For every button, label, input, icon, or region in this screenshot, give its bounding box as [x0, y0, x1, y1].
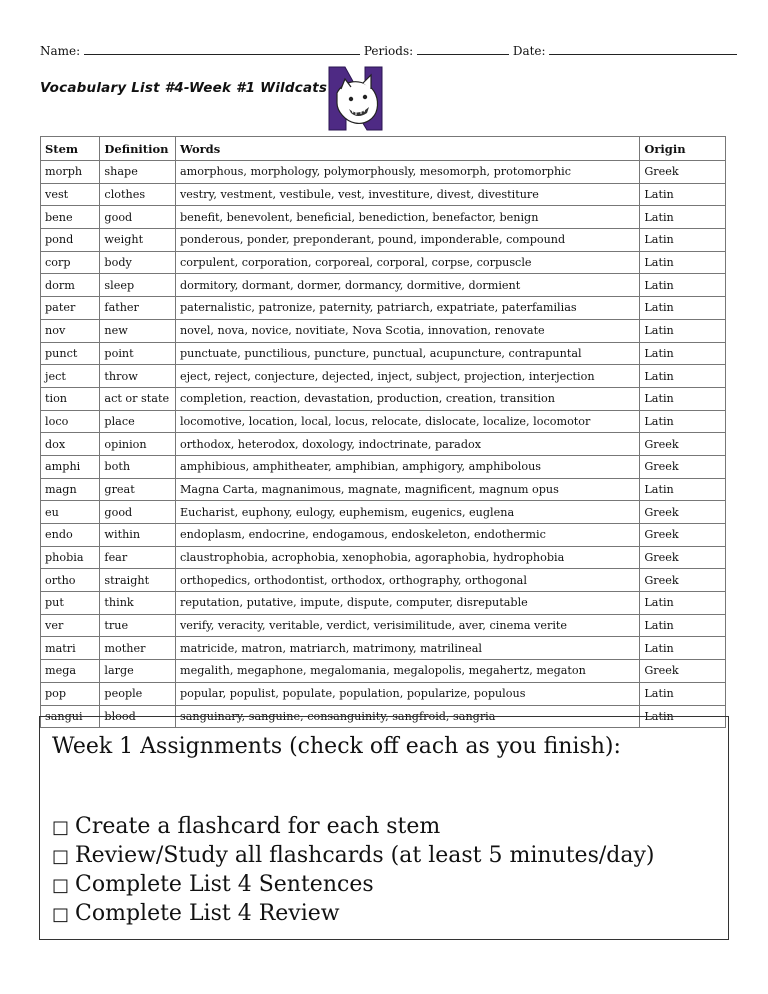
cell-origin: Greek — [640, 161, 726, 184]
cell-words: amorphous, morphology, polymorphously, mesomorph, protomorphic — [175, 161, 639, 184]
vocabulary-table — [40, 136, 726, 728]
cell-stem: amphi — [41, 455, 100, 478]
cell-words: corpulent, corporation, corporeal, corporal, corpse, corpuscle — [175, 251, 639, 274]
cell-stem: pater — [41, 297, 100, 320]
checkbox-icon[interactable]: □ — [52, 875, 70, 896]
cell-definition: act or state — [100, 387, 176, 410]
cell-definition: body — [100, 251, 176, 274]
table-row — [41, 410, 726, 433]
assignment-item — [52, 842, 716, 871]
cell-origin: Latin — [640, 614, 726, 637]
cell-definition: think — [100, 592, 176, 615]
header-stem: Stem — [41, 137, 100, 161]
cell-words: vestry, vestment, vestibule, vest, investiture, divest, divestiture — [175, 183, 639, 206]
cell-stem: tion — [41, 387, 100, 410]
cell-origin: Greek — [640, 524, 726, 547]
cell-definition: fear — [100, 546, 176, 569]
assignment-item — [52, 900, 716, 929]
cell-origin: Latin — [640, 297, 726, 320]
cell-words: punctuate, punctilious, puncture, punctual, acupuncture, contrapuntal — [175, 342, 639, 365]
table-row — [41, 682, 726, 705]
cell-definition: mother — [100, 637, 176, 660]
header-words: Words — [175, 137, 639, 161]
cell-definition: weight — [100, 229, 176, 252]
checkbox-icon[interactable]: □ — [52, 846, 70, 867]
cell-origin: Greek — [640, 660, 726, 683]
table-row — [41, 274, 726, 297]
cell-stem: matri — [41, 637, 100, 660]
cell-stem: ortho — [41, 569, 100, 592]
assignment-item — [52, 813, 716, 842]
table-row — [41, 433, 726, 456]
cell-stem: morph — [41, 161, 100, 184]
table-row — [41, 229, 726, 252]
cell-definition: new — [100, 319, 176, 342]
table-row — [41, 592, 726, 615]
cell-origin: Greek — [640, 569, 726, 592]
table-row — [41, 637, 726, 660]
wildcat-logo-icon — [327, 63, 384, 134]
cell-words: paternalistic, patronize, paternity, patriarch, expatriate, paterfamilias — [175, 297, 639, 320]
cell-definition: place — [100, 410, 176, 433]
cell-stem: sangui — [41, 705, 100, 728]
table-row — [41, 569, 726, 592]
cell-stem: corp — [41, 251, 100, 274]
name-field[interactable] — [84, 44, 360, 55]
cell-origin: Greek — [640, 546, 726, 569]
table-row — [41, 342, 726, 365]
header-definition: Definition — [100, 137, 176, 161]
assignments-box — [39, 716, 729, 940]
table-row — [41, 251, 726, 274]
cell-definition: blood — [100, 705, 176, 728]
table-row — [41, 546, 726, 569]
table-row — [41, 387, 726, 410]
cell-words: locomotive, location, local, locus, relocate, dislocate, localize, locomotor — [175, 410, 639, 433]
cell-origin: Latin — [640, 251, 726, 274]
cell-words: Magna Carta, magnanimous, magnate, magnificent, magnum opus — [175, 478, 639, 501]
cell-stem: phobia — [41, 546, 100, 569]
cell-words: claustrophobia, acrophobia, xenophobia, agoraphobia, hydrophobia — [175, 546, 639, 569]
cell-origin: Latin — [640, 183, 726, 206]
cell-words: ponderous, ponder, preponderant, pound, imponderable, compound — [175, 229, 639, 252]
cell-origin: Latin — [640, 342, 726, 365]
cell-stem: pop — [41, 682, 100, 705]
cell-origin: Latin — [640, 592, 726, 615]
cell-stem: put — [41, 592, 100, 615]
cell-definition: opinion — [100, 433, 176, 456]
cell-definition: sleep — [100, 274, 176, 297]
cell-stem: magn — [41, 478, 100, 501]
cell-origin: Latin — [640, 637, 726, 660]
table-row — [41, 478, 726, 501]
cell-origin: Latin — [640, 410, 726, 433]
header-origin: Origin — [640, 137, 726, 161]
cell-definition: father — [100, 297, 176, 320]
table-row — [41, 365, 726, 388]
cell-definition: people — [100, 682, 176, 705]
cell-origin: Latin — [640, 387, 726, 410]
assignments-list — [52, 813, 716, 929]
cell-origin: Latin — [640, 478, 726, 501]
cell-words: completion, reaction, devastation, production, creation, transition — [175, 387, 639, 410]
cell-stem: punct — [41, 342, 100, 365]
cell-origin: Latin — [640, 229, 726, 252]
cell-definition: good — [100, 501, 176, 524]
table-row — [41, 524, 726, 547]
table-row — [41, 206, 726, 229]
cell-origin: Greek — [640, 433, 726, 456]
cell-stem: ver — [41, 614, 100, 637]
cell-stem: loco — [41, 410, 100, 433]
assignment-text: Complete List 4 Review — [75, 901, 340, 926]
cell-stem: ject — [41, 365, 100, 388]
date-label: Date: — [512, 44, 546, 58]
cell-words: eject, reject, conjecture, dejected, inject, subject, projection, interjection — [175, 365, 639, 388]
table-row — [41, 660, 726, 683]
checkbox-icon[interactable]: □ — [52, 817, 70, 838]
cell-origin: Latin — [640, 274, 726, 297]
table-row — [41, 455, 726, 478]
cell-origin: Latin — [640, 705, 726, 728]
table-header-row — [41, 137, 726, 161]
assignment-text: Create a flashcard for each stem — [75, 814, 441, 839]
assignment-text: Review/Study all flashcards (at least 5 minutes/day) — [75, 843, 655, 868]
cell-stem: nov — [41, 319, 100, 342]
cell-definition: good — [100, 206, 176, 229]
cell-words: endoplasm, endocrine, endogamous, endoskeleton, endothermic — [175, 524, 639, 547]
cell-stem: dorm — [41, 274, 100, 297]
cell-words: verify, veracity, veritable, verdict, verisimilitude, aver, cinema verite — [175, 614, 639, 637]
cell-definition: straight — [100, 569, 176, 592]
table-row — [41, 614, 726, 637]
cell-definition: both — [100, 455, 176, 478]
table-row — [41, 297, 726, 320]
assignment-item — [52, 871, 716, 900]
cell-origin: Latin — [640, 206, 726, 229]
cell-words: benefit, benevolent, beneficial, benediction, benefactor, benign — [175, 206, 639, 229]
cell-words: orthopedics, orthodontist, orthodox, orthography, orthogonal — [175, 569, 639, 592]
cell-words: dormitory, dormant, dormer, dormancy, dormitive, dormient — [175, 274, 639, 297]
cell-origin: Latin — [640, 682, 726, 705]
cell-words: megalith, megaphone, megalomania, megalopolis, megahertz, megaton — [175, 660, 639, 683]
periods-field[interactable] — [417, 44, 509, 55]
periods-label: Periods: — [363, 44, 414, 58]
cell-definition: within — [100, 524, 176, 547]
checkbox-icon[interactable]: □ — [52, 904, 70, 925]
cell-definition: shape — [100, 161, 176, 184]
cell-words: Eucharist, euphony, eulogy, euphemism, eugenics, euglena — [175, 501, 639, 524]
name-label: Name: — [40, 44, 81, 58]
cell-stem: vest — [41, 183, 100, 206]
cell-origin: Latin — [640, 319, 726, 342]
table-row — [41, 319, 726, 342]
cell-stem: dox — [41, 433, 100, 456]
cell-words: novel, nova, novice, novitiate, Nova Scotia, innovation, renovate — [175, 319, 639, 342]
table-row — [41, 183, 726, 206]
cell-stem: endo — [41, 524, 100, 547]
vocabulary-table-body — [41, 161, 726, 728]
cell-words: reputation, putative, impute, dispute, computer, disreputable — [175, 592, 639, 615]
table-row — [41, 501, 726, 524]
cell-words: popular, populist, populate, population, popularize, populous — [175, 682, 639, 705]
header-line — [40, 44, 730, 58]
cell-stem: bene — [41, 206, 100, 229]
cell-definition: point — [100, 342, 176, 365]
cell-origin: Latin — [640, 365, 726, 388]
cell-definition: great — [100, 478, 176, 501]
cell-origin: Greek — [640, 501, 726, 524]
cell-definition: true — [100, 614, 176, 637]
cell-stem: pond — [41, 229, 100, 252]
cell-words: orthodox, heterodox, doxology, indoctrinate, paradox — [175, 433, 639, 456]
page-title: Vocabulary List #4-Week #1 Wildcats — [40, 80, 328, 96]
cell-definition: clothes — [100, 183, 176, 206]
assignment-text: Complete List 4 Sentences — [75, 872, 374, 897]
cell-words: matricide, matron, matriarch, matrimony, matrilineal — [175, 637, 639, 660]
cell-stem: mega — [41, 660, 100, 683]
table-row — [41, 161, 726, 184]
cell-definition: throw — [100, 365, 176, 388]
assignments-heading: Week 1 Assignments (check off each as you finish): — [52, 734, 621, 759]
date-field[interactable] — [549, 44, 737, 55]
cell-origin: Greek — [640, 455, 726, 478]
cell-stem: eu — [41, 501, 100, 524]
cell-definition: large — [100, 660, 176, 683]
cell-words: sanguinary, sanguine, consanguinity, sangfroid, sangria — [175, 705, 639, 728]
cell-words: amphibious, amphitheater, amphibian, amphigory, amphibolous — [175, 455, 639, 478]
